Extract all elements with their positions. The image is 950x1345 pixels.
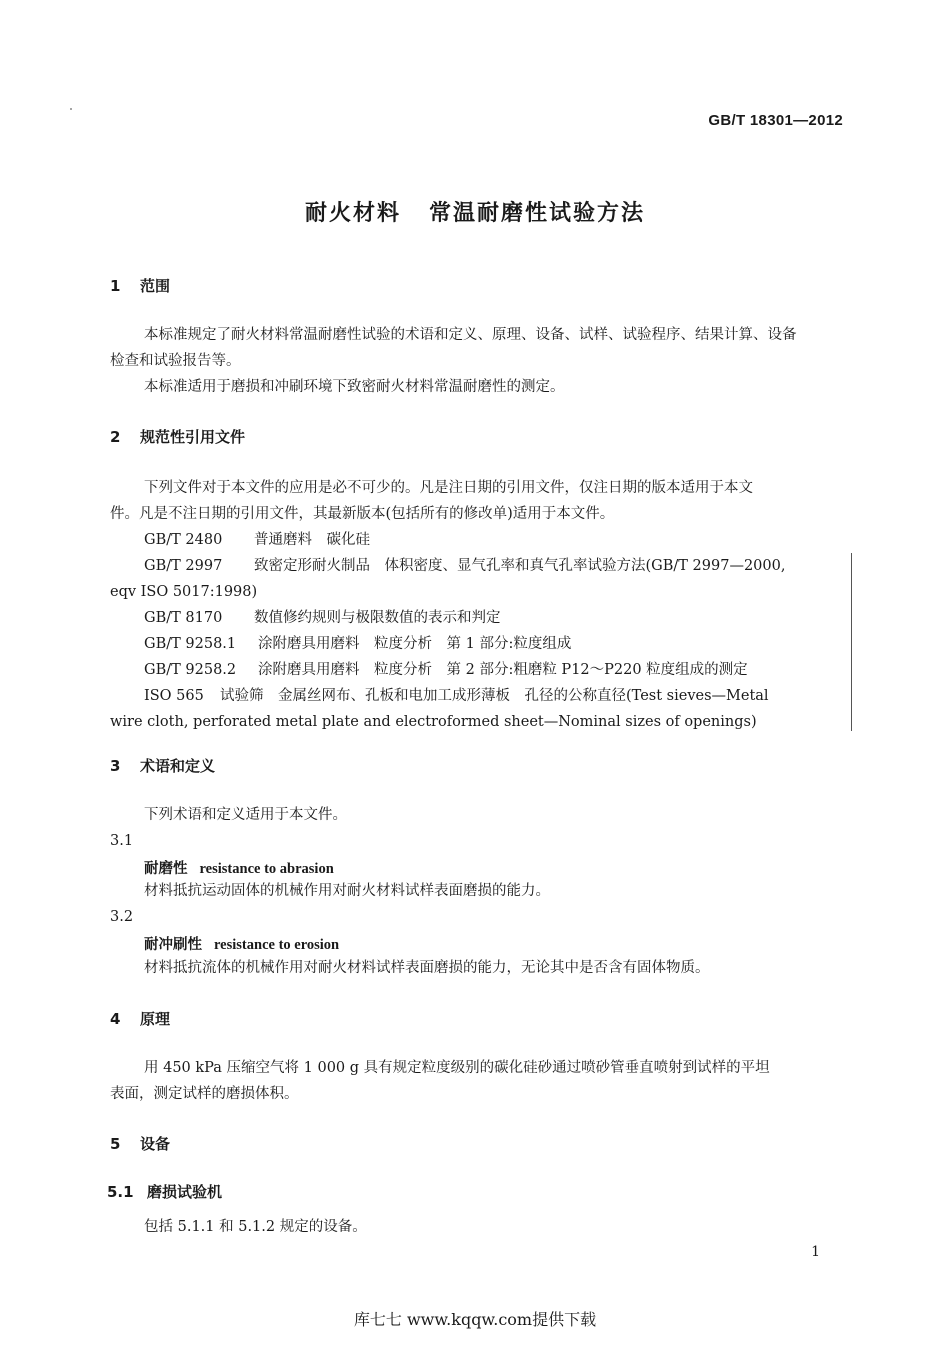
download-footer: 库七七 www.kqqw.com提供下载 [353,1310,597,1329]
scan-speck [70,108,72,110]
section-4-heading: 4 原理 [110,1010,171,1028]
title-part2: 常温耐磨性试验方法 [429,201,646,226]
title-part1: 耐火材料 [304,201,401,226]
section-2-references: 下列文件对于本文件的应用是必不可少的。凡是注日期的引用文件，仅注日期的版本适用于本文 件。凡是不注日期的引用文件，其最新版本(包括所有的修改单)适用于本文件。 GB/T 2480 普通磨料 碳化硅 GB/T 2997 致密定形耐火制品 体积密度、显气孔率和真气孔率试验方法(GB/T 2997—2000, eqv ISO 5017:1998) GB/T 8170 数值修约规则与极限数值的表示和判定 GB/T 9258.1 涂附磨具用磨料 粒度分析 第 1 部分:粒度组成 GB/T 9258.2 涂附磨具用磨料 粒度分析 第 2 部分:粗磨粒 P12～P220 粒度组成的测定 ISO 565 试验筛 金属丝网布、孔板和电加工成形薄板 孔径的公称直径(Test sieves—Metal wire cloth, perforated metal plate and electroformed sheet—Nominal sizes of openings) [110,475,850,735]
section-3-heading: 3 术语和定义 [110,757,216,775]
document-title [0,196,950,227]
reference-item: GB/T 8170 数值修约规则与极限数值的表示和判定 [144,610,501,626]
reference-item: GB/T 2997 致密定形耐火制品 体积密度、显气孔率和真气孔率试验方法(GB/T 2997—2000, [144,558,786,574]
section-5-heading: 5 设备 [110,1135,171,1153]
page-number: 1 [811,1244,820,1260]
section-3-intro: 下列术语和定义适用于本文件。 [144,807,347,823]
standard-number: GB/T 18301—2012 [708,112,843,129]
margin-rule [851,553,853,731]
term-3-1: 耐磨性 resistance to abrasion [144,860,334,877]
section-4-paragraph: 用 450 kPa 压缩空气将 1 000 g 具有规定粒度级别的碳化硅砂通过喷砂管垂直喷射到试样的平坦 表面，测定试样的磨损体积。 [110,1060,770,1102]
section-1-heading: 1 范围 [110,277,171,295]
term-3-2: 耐冲刷性 resistance to erosion [144,936,340,953]
term-3-1-definition: 材料抵抗运动固体的机械作用对耐火材料试样表面磨损的能力。 [144,883,550,899]
term-3-2-definition: 材料抵抗流体的机械作用对耐火材料试样表面磨损的能力，无论其中是否含有固体物质。 [144,960,710,976]
reference-item: GB/T 9258.1 涂附磨具用磨料 粒度分析 第 1 部分:粒度组成 [144,636,572,652]
section-5-1-text: 包括 5.1.1 和 5.1.2 规定的设备。 [144,1219,367,1235]
reference-item: ISO 565 试验筛 金属丝网布、孔板和电加工成形薄板 孔径的公称直径(Test sieves—Metal [144,688,769,704]
section-1-paragraph: 本标准规定了耐火材料常温耐磨性试验的术语和定义、原理、设备、试样、试验程序、结果计算、设备 检查和试验报告等。 本标准适用于磨损和冲刷环境下致密耐火材料常温耐磨性的测定。 [110,327,797,395]
term-3-1-number: 3.1 [110,833,134,849]
section-5-1-heading: 5.1 磨损试验机 [107,1183,223,1201]
reference-item: GB/T 9258.2 涂附磨具用磨料 粒度分析 第 2 部分:粗磨粒 P12～P220 粒度组成的测定 [144,662,748,678]
term-3-2-number: 3.2 [110,909,134,925]
section-2-heading: 2 规范性引用文件 [110,428,246,446]
reference-item: GB/T 2480 普通磨料 碳化硅 [144,532,370,548]
